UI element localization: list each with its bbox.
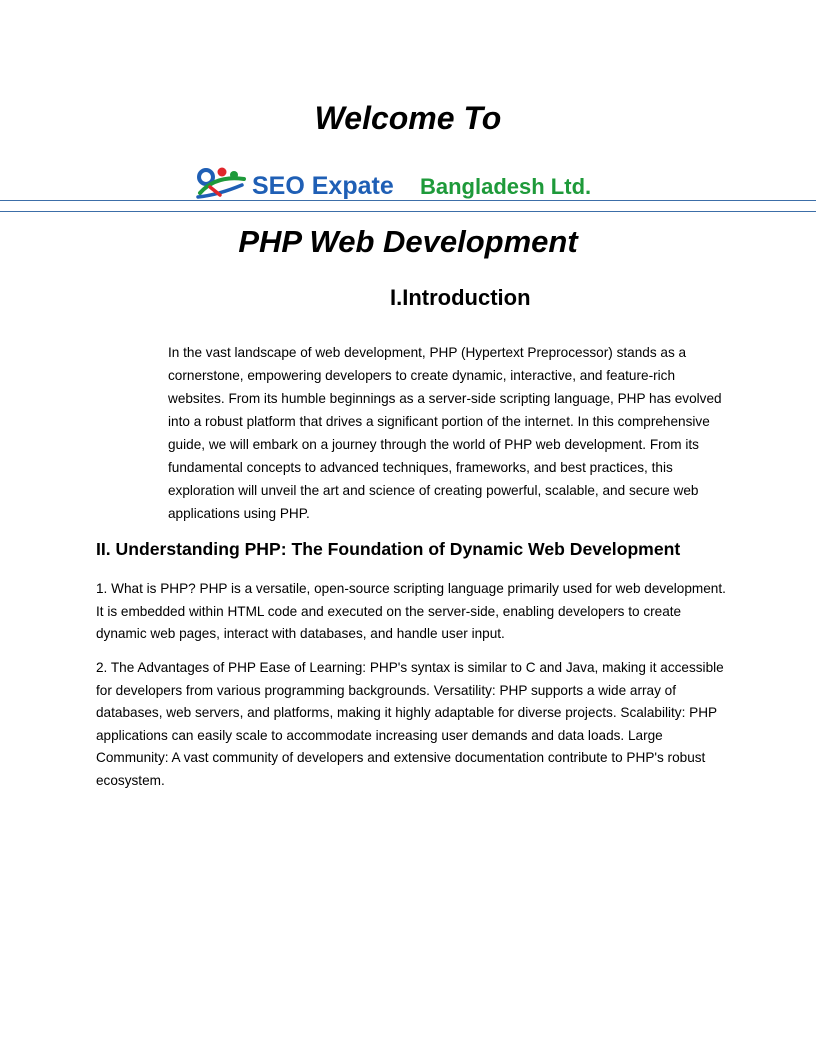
company-logo [196, 165, 626, 203]
logo-graphic [196, 165, 626, 203]
intro-heading: I.Introduction [390, 285, 531, 310]
logo-mark-icon [198, 168, 244, 198]
document-title: PHP Web Development [238, 224, 578, 259]
section-heading: II. Understanding PHP: The Foundation of Dynamic Web Development [96, 539, 681, 559]
logo-brand-text: SEO Expate [252, 172, 394, 200]
header-divider-bottom [0, 211, 816, 212]
header-divider-top [0, 200, 816, 201]
intro-paragraph: In the vast landscape of web development, PHP (Hypertext Preprocessor) stands as a cornerstone, empowering developers to create dynamic, interactive, and feature-rich websites. From its humble beginnings as a server-side scripting language, PHP has evolved into a robust platform that drives a significant portion of the internet. In this comprehensive guide, we will embark on a journey through the world of PHP web development. From its fundamental concepts to advanced techniques, frameworks, and best practices, this exploration will unveil the art and science of creating powerful, scalable, and secure web applications using PHP. [168, 345, 722, 521]
logo-brand-suffix: Bangladesh Ltd. [420, 174, 592, 199]
paragraph-advantages: 2. The Advantages of PHP Ease of Learning: PHP's syntax is similar to C and Java, making it accessible for developers from various programming backgrounds. Versatility: PHP supports a wide array of databases, web servers, and platforms, making it highly adaptable for diverse projects. Scalability: PHP applications can easily scale to accommodate increasing user demands and data loads. Large Community: A vast community of developers and extensive documentation contribute to PHP's robust ecosystem. [96, 660, 724, 788]
welcome-heading: Welcome To [314, 100, 502, 136]
paragraph-what-is-php: 1. What is PHP? PHP is a versatile, open-source scripting language primarily used for web development. It is embedded within HTML code and executed on the server-side, enabling developers to create dynamic web pages, interact with databases, and handle user input. [96, 581, 726, 641]
